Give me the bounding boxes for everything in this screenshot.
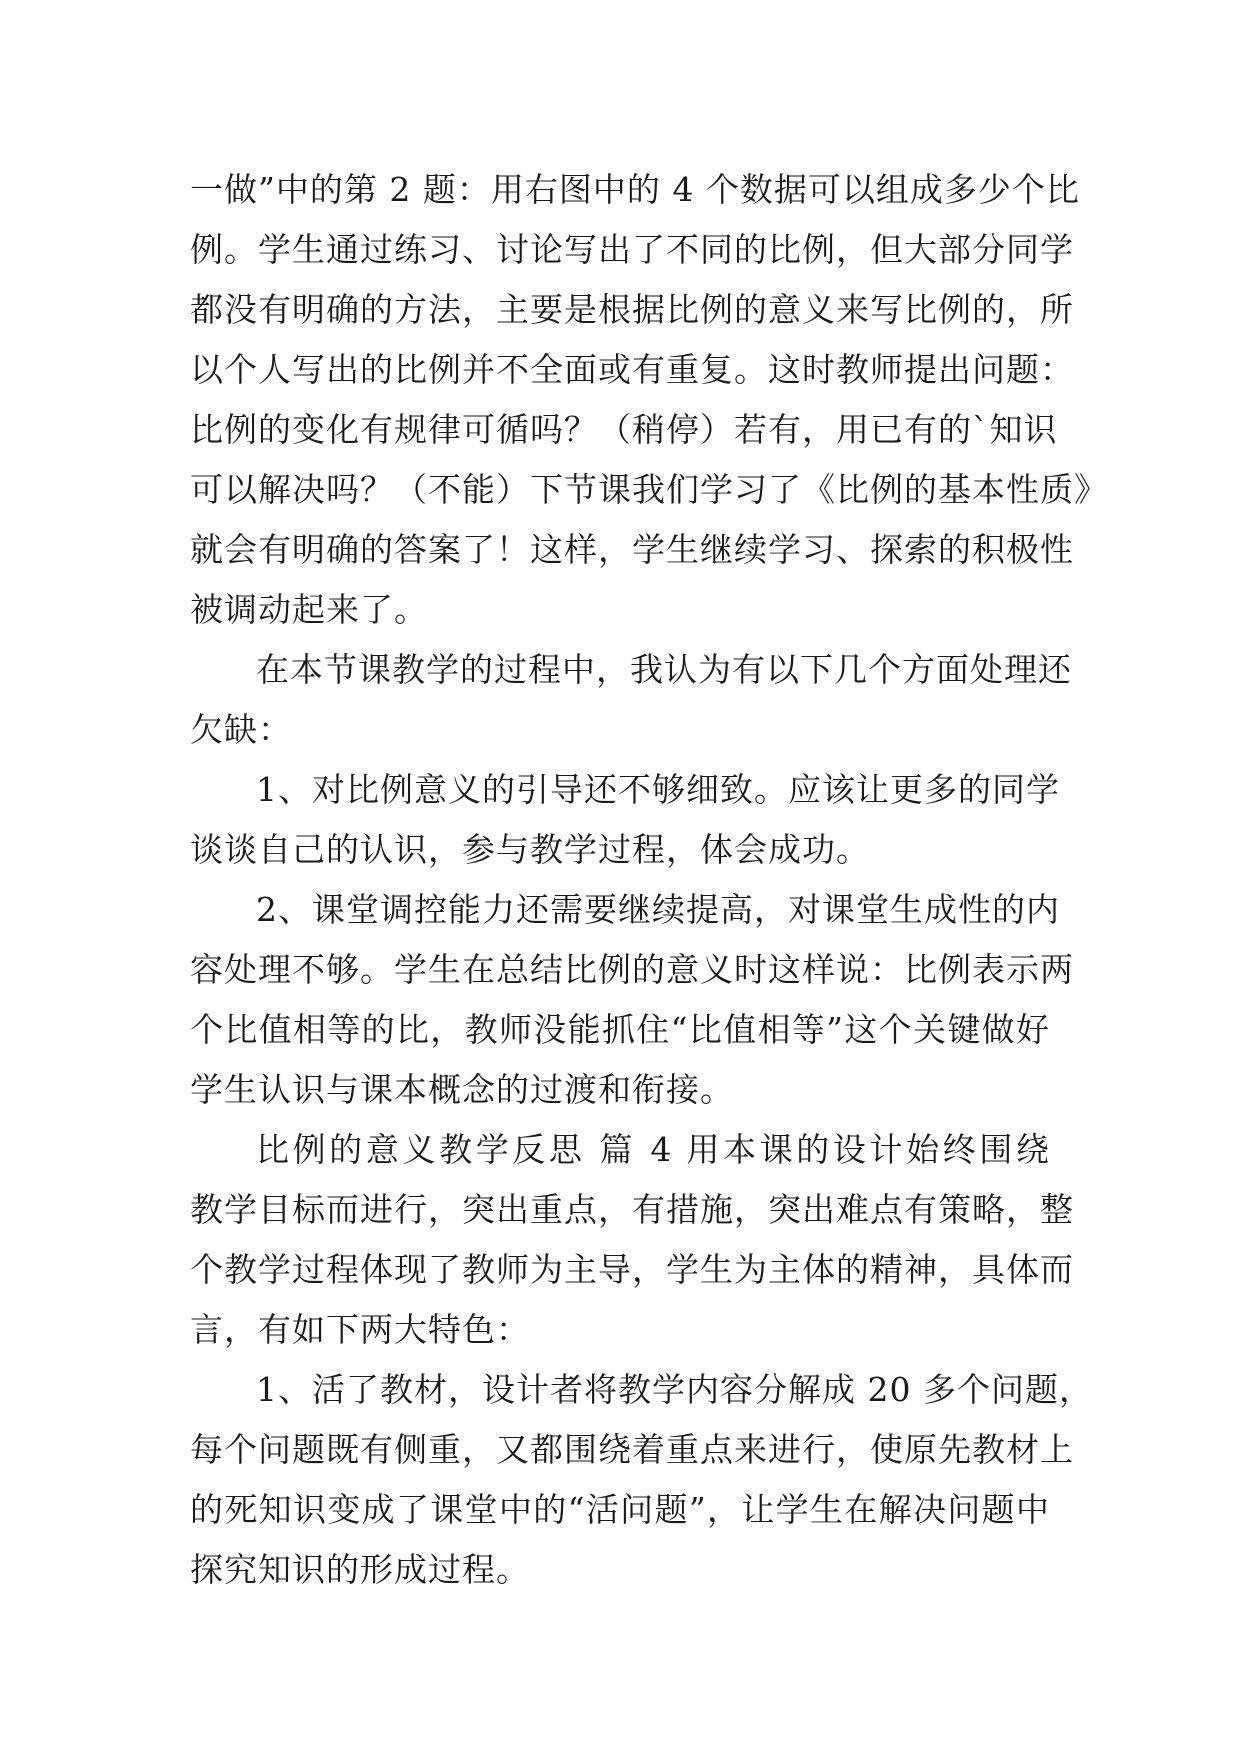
text-line: 比例的意义教学反思 篇 4 用本课的设计始终围绕 (256, 1130, 1050, 1169)
text-line: 谈谈自己的认识，参与教学过程，体会成功。 (190, 830, 870, 869)
text-line: 被调动起来了。 (190, 590, 428, 629)
text-line: 的死知识变成了课堂中的“活问题”，让学生在解决问题中 (190, 1490, 1050, 1529)
text-line: 学生认识与课本概念的过渡和衔接。 (190, 1070, 734, 1109)
text-line: 欠缺： (190, 710, 292, 749)
text-line: 在本节课教学的过程中，我认为有以下几个方面处理还 (256, 650, 1072, 689)
text-line: 2、课堂调控能力还需要继续提高，对课堂生成性的内 (256, 890, 1060, 929)
text-line: 以个人写出的比例并不全面或有重复。这时教师提出问题： (190, 350, 1074, 389)
text-line: 1、活了教材，设计者将教学内容分解成 20 多个问题， (256, 1370, 1093, 1409)
text-line: 每个问题既有侧重，又都围绕着重点来进行，使原先教材上 (190, 1430, 1074, 1469)
text-line: 探究知识的形成过程。 (190, 1550, 530, 1589)
text-line: 1、对比例意义的引导还不够细致。应该让更多的同学 (256, 770, 1060, 809)
text-line: 可以解决吗？（不能）下节课我们学习了《比例的基本性质》 (190, 470, 1108, 509)
text-line: 个教学过程体现了教师为主导，学生为主体的精神，具体而 (190, 1250, 1074, 1289)
text-line: 比例的变化有规律可循吗？（稍停）若有，用已有的`知识 (190, 410, 1058, 449)
text-line: 言，有如下两大特色： (190, 1310, 530, 1349)
text-line: 例。学生通过练习、讨论写出了不同的比例，但大部分同学 (190, 230, 1074, 269)
text-line: 容处理不够。学生在总结比例的意义时这样说：比例表示两 (190, 950, 1074, 989)
text-line: 都没有明确的方法，主要是根据比例的意义来写比例的，所 (190, 290, 1074, 329)
text-line: 个比值相等的比，教师没能抓住“比值相等”这个关键做好 (190, 1010, 1050, 1049)
text-line: 一做”中的第 2 题：用右图中的 4 个数据可以组成多少个比 (190, 170, 1080, 209)
document-body (190, 160, 1108, 1600)
text-line: 就会有明确的答案了！这样，学生继续学习、探索的积极性 (190, 530, 1074, 569)
text-line: 教学目标而进行，突出重点，有措施，突出难点有策略，整 (190, 1190, 1074, 1229)
